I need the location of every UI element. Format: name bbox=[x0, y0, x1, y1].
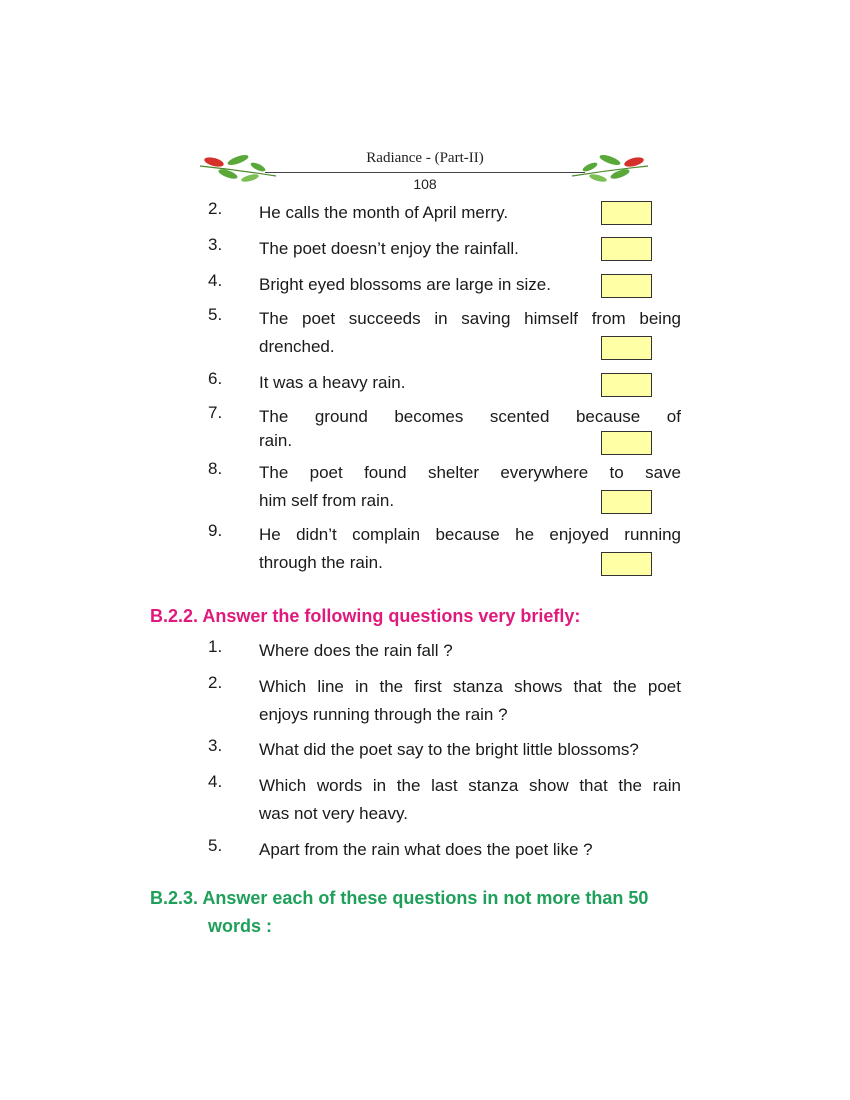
item-number: 6. bbox=[208, 369, 223, 388]
question-number: 2. bbox=[208, 673, 223, 692]
question-text: Where does the rain fall ? bbox=[259, 641, 453, 660]
statement-text: The ground becomes scented because of rain. bbox=[259, 407, 681, 450]
item-number: 7. bbox=[208, 403, 223, 422]
item-number: 3. bbox=[208, 235, 223, 254]
question-text: Which line in the first stanza shows that the poet enjoys running through the rain ? bbox=[259, 677, 681, 724]
question-number: 1. bbox=[208, 637, 223, 656]
question-text: Apart from the rain what does the poet like ? bbox=[259, 840, 593, 859]
question-text: What did the poet say to the bright little blossoms? bbox=[259, 740, 639, 759]
answer-box[interactable] bbox=[601, 431, 652, 455]
answer-box[interactable] bbox=[601, 201, 652, 225]
question-number: 5. bbox=[208, 836, 223, 855]
statement-text: He calls the month of April merry. bbox=[259, 203, 509, 222]
question-text: Which words in the last stanza show that the rain was not very heavy. bbox=[259, 776, 681, 823]
header-rule bbox=[265, 172, 585, 173]
item-number: 4. bbox=[208, 271, 223, 290]
section-heading-b22: B.2.2. Answer the following questions very briefly: bbox=[150, 606, 581, 626]
answer-box[interactable] bbox=[601, 490, 652, 514]
running-header-title: Radiance - (Part-II) bbox=[366, 150, 484, 166]
item-number: 5. bbox=[208, 305, 223, 324]
answer-box[interactable] bbox=[601, 373, 652, 397]
answer-box[interactable] bbox=[601, 274, 652, 298]
section-heading-b23: B.2.3. Answer each of these questions in not more than 50 words : bbox=[150, 888, 649, 936]
statement-text: It was a heavy rain. bbox=[259, 373, 406, 392]
statement-text: He didn’t complain because he enjoyed running through the rain. bbox=[259, 525, 681, 572]
statement-text: The poet doesn’t enjoy the rainfall. bbox=[259, 239, 519, 258]
answer-box[interactable] bbox=[601, 552, 652, 576]
item-number: 9. bbox=[208, 521, 223, 540]
statement-text: The poet found shelter everywhere to save him self from rain. bbox=[259, 463, 681, 510]
statement-text: The poet succeeds in saving himself from being drenched. bbox=[259, 309, 681, 356]
answer-box[interactable] bbox=[601, 237, 652, 261]
question-number: 3. bbox=[208, 736, 223, 755]
page-number: 108 bbox=[413, 176, 437, 192]
statement-text: Bright eyed blossoms are large in size. bbox=[259, 275, 551, 294]
item-number: 8. bbox=[208, 459, 223, 478]
item-number: 2. bbox=[208, 199, 223, 218]
answer-box[interactable] bbox=[601, 336, 652, 360]
question-number: 4. bbox=[208, 772, 223, 791]
